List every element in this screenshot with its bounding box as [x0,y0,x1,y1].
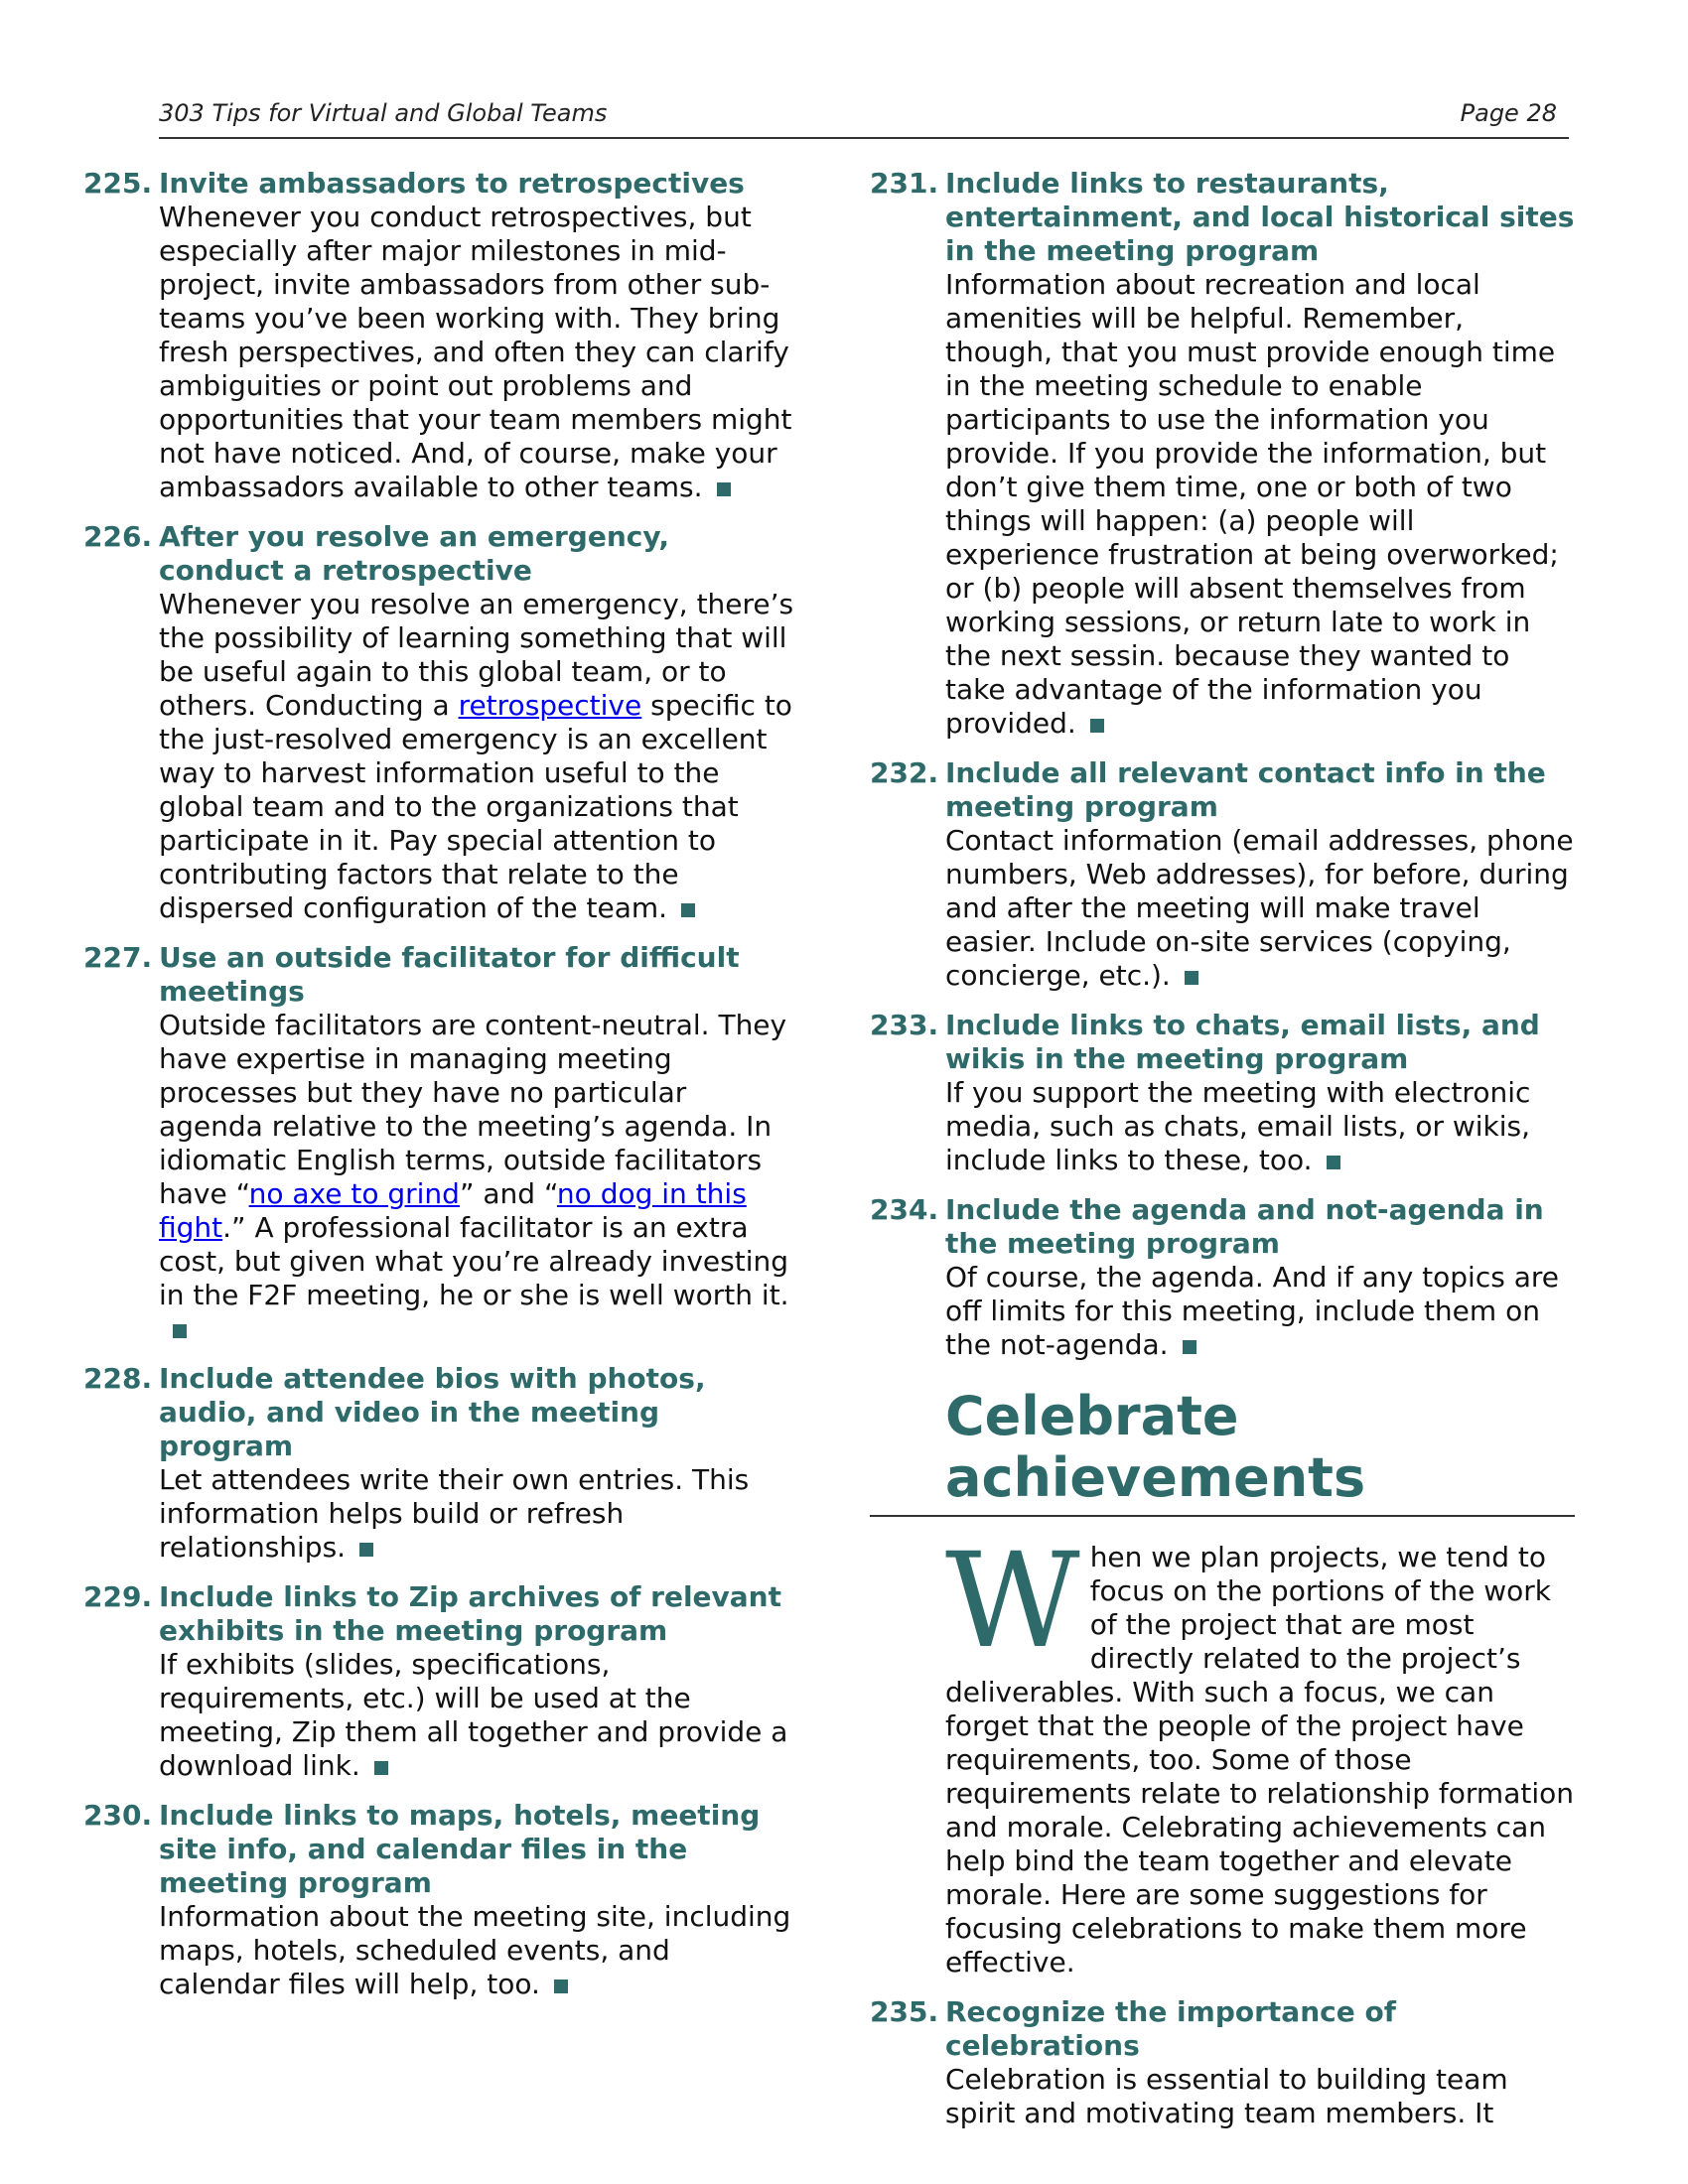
right-column [870,167,1575,2146]
section-heading: Celebrate achievements [870,1386,1575,1517]
end-square-icon [554,1979,568,1993]
tip-title: Include links to maps, hotels, meeting site info, and calendar files in the meeting program [159,1799,761,1899]
tip-235 [870,1995,1575,2130]
running-title: 303 Tips for Virtual and Global Teams [159,99,608,127]
tip-body [945,1076,1575,1177]
tip-227 [83,941,798,1346]
tip-text: Whenever you conduct retrospectives, but especially after major milestones in mid-project, invite ambassadors from other sub-teams you’ve been working with. They bring fresh perspectives, and often they can clarify ambiguities or point out problems and opportunities that your team members might not have noticed. And, of course, make your ambassadors available to other teams. [159,201,792,503]
page-header [159,97,1569,139]
tip-body [945,1261,1575,1362]
end-square-icon [1327,1156,1340,1169]
tip-text: Of course, the agenda. And if any topics are off limits for this meeting, include them on the not-agenda. [945,1261,1559,1361]
tip-number: 231. [870,167,939,200]
tip-title: Recognize the importance of celebrations [945,1995,1396,2062]
tip-text: .” A professional facilitator is an extra cost, but given what you’re already investing in the F2F meeting, he or she is well worth it. [159,1211,789,1311]
tip-234 [870,1193,1575,1362]
tip-number: 234. [870,1193,939,1226]
tip-number: 228. [83,1362,153,1395]
page-number: Page 28 [1460,99,1557,127]
tip-title: Include the agenda and not-agenda in the meeting program [945,1193,1544,1260]
tip-text: Information about the meeting site, including maps, hotels, scheduled events, and calendar files will help, too. [159,1900,791,2000]
left-column [83,167,798,2017]
tip-title: After you resolve an emergency, conduct a retrospective [159,520,670,587]
tip-text: Whenever you resolve an emergency, there’s the possibility of learning something that will be useful again to this global team, or to others. Conducting a [159,588,794,722]
no-dog-in-this-fight-link[interactable]: no dog in this fight [159,1177,747,1244]
tip-title: Include links to chats, email lists, and wikis in the meeting program [945,1009,1540,1075]
tip-number: 226. [83,520,153,553]
drop-cap: W [945,1525,1080,1678]
end-square-icon [1183,1340,1196,1354]
tip-text: Outside facilitators are content-neutral. They have expertise in managing meeting processes but they have no particular agenda relative to the meeting’s agenda. In idiomatic English terms, outside facilitators have “ [159,1009,787,1210]
tip-233 [870,1009,1575,1177]
tip-body [945,268,1575,741]
tip-body [159,1009,798,1346]
end-square-icon [173,1324,187,1338]
end-square-icon [1185,971,1198,985]
end-square-icon [1090,719,1104,733]
tip-number: 229. [83,1580,153,1613]
section-intro [870,1525,1575,1979]
tip-text: If exhibits (slides, specifications, requirements, etc.) will be used at the meeting, Zip them all together and provide a download link. [159,1648,788,1782]
end-square-icon [359,1543,373,1557]
intro-text: hen we plan projects, we tend to focus on the portions of the work of the project that are most directly related to the project’s deliverables. With such a focus, we can forget that the people of the project have requirements, too. Some of those requirements relate to relationship formation and morale. Celebrating achievements can help bind the team together and elevate morale. Here are some suggestions for focusing celebrations to make them more effective. [945,1541,1574,1979]
tip-228 [83,1362,798,1565]
tip-number: 230. [83,1799,153,1832]
tip-231 [870,167,1575,741]
tip-body [159,1648,798,1783]
tip-text: Contact information (email addresses, phone numbers, Web addresses), for before, during and after the meeting will make travel easier. Include on-site services (copying, concierge, etc.). [945,824,1574,992]
no-axe-to-grind-link[interactable]: no axe to grind [248,1177,460,1210]
tip-body: Celebration is essential to building team spirit and motivating team members. It [945,2063,1508,2129]
tip-226 [83,520,798,925]
tip-text: ” and “ [459,1177,557,1210]
tip-230 [83,1799,798,2001]
tip-title: Include links to Zip archives of relevant exhibits in the meeting program [159,1580,781,1647]
tip-body [159,201,798,504]
end-square-icon [717,482,731,496]
tip-number: 225. [83,167,153,200]
tip-text: Information about recreation and local amenities will be helpful. Remember, though, that you must provide enough time in the meeting schedule to enable participants to use the information you provide. If you provide the information, but don’t give them time, one or both of two things will happen: (a) people will experience frustration at being overworked; or (b) people will absent themselves from working sessions, or return late to work in the next sessin. because they wanted to take advantage of the information you provided. [945,268,1559,740]
end-square-icon [681,903,695,917]
tip-title: Use an outside facilitator for difficult meetings [159,941,740,1008]
tip-225 [83,167,798,504]
tip-number: 227. [83,941,153,974]
tip-232 [870,756,1575,993]
tip-body [159,1463,798,1565]
tip-text: If you support the meeting with electronic media, such as chats, email lists, or wikis, include links to these, too. [945,1076,1531,1176]
tip-229 [83,1580,798,1783]
tip-title: Include attendee bios with photos, audio, and video in the meeting program [159,1362,706,1462]
tip-body [159,1900,798,2001]
tip-body [159,588,798,925]
tip-number: 235. [870,1995,939,2028]
tip-number: 233. [870,1009,939,1041]
tip-text: specific to the just-resolved emergency is an excellent way to harvest information useful to the global team and to the organizations that participate in it. Pay special attention to contributing factors that relate to the dispersed configuration of the team. [159,689,792,924]
tip-title: Invite ambassadors to retrospectives [159,167,745,200]
tip-body [945,824,1575,993]
end-square-icon [374,1761,388,1775]
tip-title: Include all relevant contact info in the meeting program [945,756,1546,823]
tip-text: Let attendees write their own entries. This information helps build or refresh relationships. [159,1463,750,1564]
tip-title: Include links to restaurants, entertainment, and local historical sites in the meeting program [945,167,1575,267]
retrospective-link[interactable]: retrospective [458,689,642,722]
tip-number: 232. [870,756,939,789]
